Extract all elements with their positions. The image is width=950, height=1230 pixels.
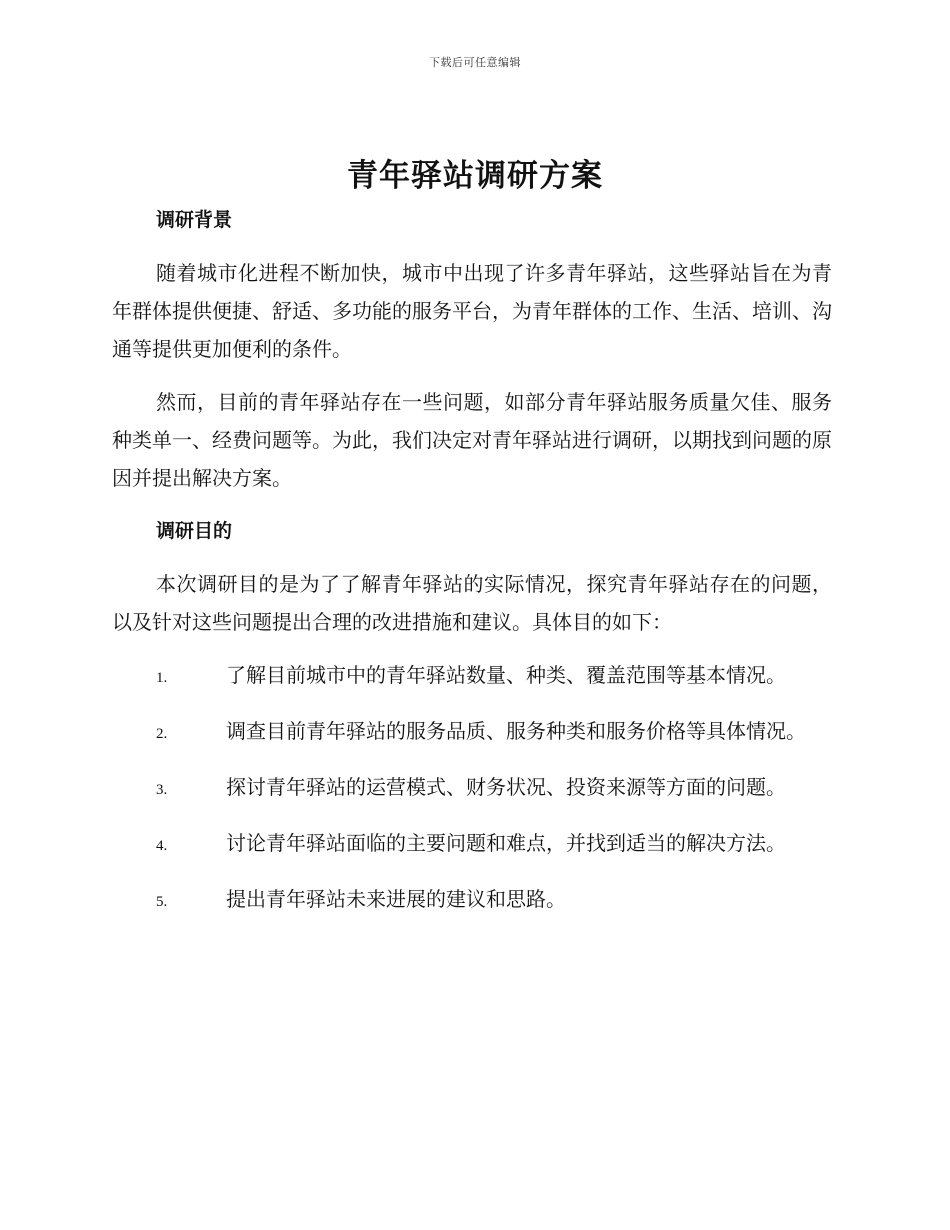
list-item-text: 提出青年驿站未来进展的建议和思路。 [226, 887, 566, 911]
header-note: 下载后可任意编辑 [429, 56, 521, 69]
document-title: 青年驿站调研方案 [347, 158, 603, 194]
section-heading-purpose: 调研目的 [156, 520, 233, 542]
list-item-number: 5. [156, 894, 168, 910]
background-paragraph-1: 随着城市化进程不断加快，城市中出现了许多青年驿站，这些驿站旨在为青年群体提供便捷、舒适、多功能的服务平台，为青年群体的工作、生活、培训、沟通等提供更加便利的条件。 [112, 261, 832, 361]
section-heading-background: 调研背景 [156, 209, 233, 231]
list-item [112, 656, 832, 697]
list-item [112, 768, 832, 809]
list-item [112, 712, 832, 753]
list-item-text: 调查目前青年驿站的服务品质、服务种类和服务价格等具体情况。 [226, 719, 806, 743]
purpose-paragraph: 本次调研目的是为了了解青年驿站的实际情况，探究青年驿站存在的问题，以及针对这些问题提出合理的改进措施和建议。具体目的如下： [112, 572, 832, 634]
background-paragraph-2: 然而，目前的青年驿站存在一些问题，如部分青年驿站服务质量欠佳、服务种类单一、经费问题等。为此，我们决定对青年驿站进行调研，以期找到问题的原因并提出解决方案。 [112, 390, 832, 490]
list-item-number: 2. [156, 726, 168, 742]
list-item-text: 探讨青年驿站的运营模式、财务状况、投资来源等方面的问题。 [226, 775, 786, 799]
list-item-number: 3. [156, 782, 168, 798]
list-item-number: 4. [156, 838, 168, 854]
list-item-text: 讨论青年驿站面临的主要问题和难点，并找到适当的解决方法。 [226, 831, 786, 855]
list-item [112, 824, 832, 865]
list-item-number: 1. [156, 670, 168, 686]
list-item-text: 了解目前城市中的青年驿站数量、种类、覆盖范围等基本情况。 [226, 663, 786, 687]
list-item [112, 880, 832, 921]
document-body [112, 201, 832, 921]
